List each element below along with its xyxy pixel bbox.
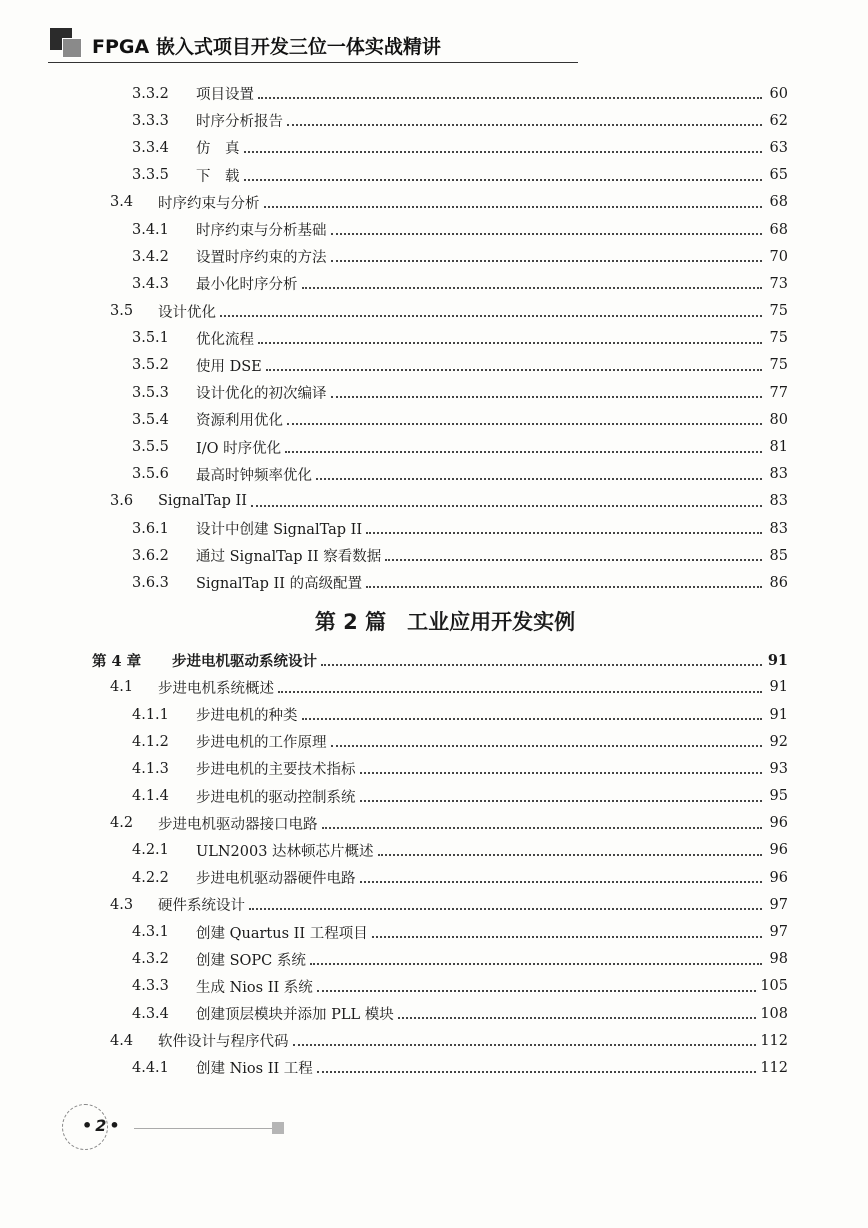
toc-entry-page: 75 [769, 357, 788, 374]
dot-leader [372, 935, 762, 938]
dot-leader [331, 395, 763, 398]
dot-leader [293, 1043, 757, 1046]
toc-subsection-entry [92, 352, 788, 379]
toc-section-entry [92, 189, 788, 216]
toc-entry-title: ULN2003 达林顿芯片概述 [196, 843, 374, 860]
toc-entry-number: 4.3.3 [132, 978, 169, 995]
toc-entry-page: 83 [769, 493, 788, 510]
toc-entry-page: 77 [769, 384, 788, 401]
toc-entry-page: 81 [769, 439, 788, 456]
toc-entry-title: 软件设计与程序代码 [158, 1034, 289, 1051]
dot-leader [310, 962, 762, 965]
toc-entry-page: 86 [769, 574, 788, 591]
toc-entry-number: 4.1.1 [132, 706, 169, 723]
toc-entry-number: 4.1.2 [132, 733, 169, 750]
toc-entry-page: 112 [760, 1059, 788, 1076]
toc-entry-number: 4.4.1 [132, 1059, 169, 1076]
toc-entry-number: 4.2 [110, 815, 134, 832]
toc-section-entry [92, 1027, 788, 1054]
toc-section-entry [92, 891, 788, 918]
toc-subsection-entry [92, 461, 788, 488]
toc-entry-number: 4.3.1 [132, 924, 169, 941]
toc-entry-title: 硬件系统设计 [158, 898, 245, 915]
toc-entry-title: 设计优化的初次编译 [196, 386, 327, 403]
dot-leader [366, 585, 762, 588]
dot-leader [360, 880, 763, 883]
toc-subsection-entry [92, 270, 788, 297]
toc-entry-title: 步进电机的主要技术指标 [196, 762, 356, 779]
toc-entry-number: 3.6.1 [132, 520, 169, 537]
toc-subsection-entry [92, 783, 788, 810]
part-heading: 第 2 篇 工业应用开发实例 [314, 609, 576, 634]
dot-leader [244, 150, 763, 153]
toc-entry-title: 资源利用优化 [196, 413, 283, 430]
toc-entry-page: 63 [769, 139, 788, 156]
dot-leader [287, 123, 762, 126]
toc-entry-page: 91 [769, 706, 788, 723]
dot-leader [287, 422, 762, 425]
toc-entry-page: 97 [769, 896, 788, 913]
toc-entry-title: 时序分析报告 [196, 114, 283, 131]
dot-leader [331, 744, 763, 747]
dot-leader [249, 907, 762, 910]
toc-entry-page: 83 [769, 520, 788, 537]
toc-entry-title: 步进电机驱动器接口电路 [158, 816, 318, 833]
toc-entry-title: 步进电机的驱动控制系统 [196, 789, 356, 806]
toc-entry-number: 3.4.2 [132, 248, 169, 265]
toc-entry-page: 92 [769, 733, 788, 750]
toc-entry-page: 108 [760, 1005, 788, 1022]
dot-leader [302, 717, 763, 720]
toc-entry-title: 生成 Nios II 系统 [196, 979, 313, 996]
toc-subsection-entry [92, 433, 788, 460]
toc-subsection-entry [92, 379, 788, 406]
dot-leader [258, 96, 762, 99]
toc-entry-page: 85 [769, 547, 788, 564]
dot-leader [258, 341, 762, 344]
toc-subsection-entry [92, 946, 788, 973]
toc-entry-title: 下 载 [196, 168, 240, 185]
dot-leader [331, 232, 763, 235]
toc-entry-number: 4.3.2 [132, 951, 169, 968]
toc-entry-title: 通过 SignalTap II 察看数据 [196, 549, 382, 566]
toc-subsection-entry [92, 569, 788, 596]
header-logo-squares-icon [48, 26, 82, 60]
toc-subsection-entry [92, 134, 788, 161]
dot-leader [302, 286, 763, 289]
toc-entry-number: 4.4 [110, 1032, 134, 1049]
toc-entry-number: 3.3.2 [132, 85, 169, 102]
toc-entry-page: 93 [769, 760, 788, 777]
toc-entry-page: 70 [769, 248, 788, 265]
toc-entry-page: 62 [769, 112, 788, 129]
toc-entry-page: 91 [767, 651, 788, 669]
toc-entry-number: 4.1.4 [132, 788, 169, 805]
toc-entry-page: 75 [769, 303, 788, 320]
dot-leader [251, 504, 762, 507]
page-footer [62, 1102, 302, 1152]
table-of-contents [92, 80, 788, 1082]
dot-leader [316, 477, 762, 480]
toc-entry-number: 4.2.1 [132, 842, 169, 859]
toc-subsection-entry [92, 701, 788, 728]
toc-block-chapter-4 [92, 647, 788, 1082]
dot-leader [244, 178, 763, 181]
toc-entry-number: 3.3.3 [132, 112, 169, 129]
toc-entry-title: 创建 Quartus II 工程项目 [196, 925, 368, 942]
dot-leader [220, 314, 762, 317]
toc-entry-number: 3.5 [110, 303, 134, 320]
toc-chapter-entry [92, 647, 788, 674]
dot-leader [366, 531, 762, 534]
toc-entry-title: 步进电机的工作原理 [196, 735, 327, 752]
dot-leader [264, 205, 763, 208]
footer-rule [134, 1128, 274, 1129]
toc-entry-title: 创建 Nios II 工程 [196, 1061, 313, 1078]
toc-entry-page: 80 [769, 411, 788, 428]
dot-leader [322, 826, 763, 829]
footer-ornament-icon [272, 1122, 284, 1134]
toc-entry-page: 96 [769, 815, 788, 832]
toc-entry-number: 4.1.3 [132, 760, 169, 777]
toc-entry-number: 3.6 [110, 493, 134, 510]
toc-entry-page: 95 [769, 788, 788, 805]
toc-entry-title: 最小化时序分析 [196, 277, 298, 294]
dot-leader [398, 1016, 757, 1019]
toc-subsection-entry [92, 864, 788, 891]
toc-entry-title: 步进电机的种类 [196, 708, 298, 725]
toc-entry-title: 使用 DSE [196, 358, 262, 375]
toc-entry-page: 68 [769, 221, 788, 238]
toc-subsection-entry [92, 837, 788, 864]
toc-entry-page: 98 [769, 951, 788, 968]
toc-entry-number: 3.6.3 [132, 574, 169, 591]
toc-entry-number: 3.5.1 [132, 330, 169, 347]
running-header [48, 26, 588, 66]
toc-entry-page: 73 [769, 275, 788, 292]
toc-entry-title: 设计中创建 SignalTap II [196, 522, 363, 539]
toc-section-entry [92, 674, 788, 701]
toc-entry-number: 3.3.5 [132, 167, 169, 184]
toc-entry-title: 仿 真 [196, 141, 240, 158]
toc-entry-page: 83 [769, 466, 788, 483]
toc-entry-title: 设置时序约束的方法 [196, 250, 327, 267]
toc-subsection-entry [92, 973, 788, 1000]
toc-entry-number: 3.5.3 [132, 384, 169, 401]
dot-leader [278, 690, 762, 693]
toc-entry-title: 创建顶层模块并添加 PLL 模块 [196, 1007, 394, 1024]
dot-leader [360, 799, 763, 802]
toc-section-entry [92, 488, 788, 515]
dot-leader [317, 1070, 757, 1073]
dot-leader [266, 368, 762, 371]
toc-entry-page: 96 [769, 869, 788, 886]
toc-entry-title: I/O 时序优化 [196, 440, 282, 457]
toc-subsection-entry [92, 542, 788, 569]
book-title: FPGA 嵌入式项目开发三位一体实战精讲 [92, 36, 441, 58]
toc-entry-page: 105 [760, 978, 788, 995]
header-rule [48, 62, 578, 63]
toc-subsection-entry [92, 515, 788, 542]
toc-subsection-entry [92, 728, 788, 755]
toc-entry-number: 4.1 [110, 679, 134, 696]
toc-entry-number: 3.4 [110, 194, 134, 211]
toc-entry-page: 96 [769, 842, 788, 859]
toc-entry-page: 112 [760, 1032, 788, 1049]
toc-block-chapter-3 [92, 80, 788, 597]
toc-entry-title: 设计优化 [158, 304, 216, 321]
toc-entry-title: 项目设置 [196, 87, 254, 104]
dot-leader [285, 450, 762, 453]
dot-leader [317, 989, 757, 992]
toc-entry-number: 3.4.3 [132, 275, 169, 292]
dot-leader [385, 558, 762, 561]
toc-subsection-entry [92, 80, 788, 107]
dot-leader [331, 259, 763, 262]
toc-subsection-entry [92, 755, 788, 782]
toc-entry-title: 优化流程 [196, 331, 254, 348]
toc-subsection-entry [92, 243, 788, 270]
dot-leader [360, 771, 763, 774]
toc-subsection-entry [92, 162, 788, 189]
toc-entry-title: SignalTap II 的高级配置 [196, 576, 363, 593]
toc-subsection-entry [92, 1000, 788, 1027]
dot-leader [378, 853, 762, 856]
toc-section-entry [92, 298, 788, 325]
toc-entry-number: 4.3 [110, 896, 134, 913]
toc-subsection-entry [92, 406, 788, 433]
toc-entry-page: 75 [769, 330, 788, 347]
toc-subsection-entry [92, 107, 788, 134]
toc-entry-number: 3.6.2 [132, 547, 169, 564]
toc-entry-title: 创建 SOPC 系统 [196, 952, 306, 969]
toc-entry-title: 步进电机系统概述 [158, 680, 274, 697]
toc-entry-number: 3.5.4 [132, 411, 169, 428]
toc-entry-number: 第 4 章 [92, 652, 142, 670]
toc-entry-page: 97 [769, 924, 788, 941]
toc-entry-title: 步进电机驱动系统设计 [172, 652, 317, 670]
toc-subsection-entry [92, 325, 788, 352]
toc-entry-title: SignalTap II [158, 493, 248, 510]
toc-section-entry [92, 810, 788, 837]
toc-subsection-entry [92, 216, 788, 243]
toc-entry-title: 最高时钟频率优化 [196, 467, 312, 484]
toc-entry-number: 3.5.2 [132, 357, 169, 374]
toc-entry-page: 68 [769, 194, 788, 211]
toc-entry-number: 3.5.5 [132, 439, 169, 456]
dot-leader [321, 663, 762, 666]
toc-entry-title: 时序约束与分析 [158, 195, 260, 212]
toc-entry-number: 4.2.2 [132, 869, 169, 886]
toc-entry-number: 3.3.4 [132, 139, 169, 156]
toc-subsection-entry [92, 1054, 788, 1081]
page-number: • 2 • [82, 1116, 120, 1135]
toc-entry-page: 91 [769, 679, 788, 696]
toc-entry-number: 3.4.1 [132, 221, 169, 238]
toc-subsection-entry [92, 918, 788, 945]
toc-entry-title: 时序约束与分析基础 [196, 223, 327, 240]
toc-entry-number: 3.5.6 [132, 466, 169, 483]
toc-entry-page: 60 [769, 85, 788, 102]
toc-entry-page: 65 [769, 167, 788, 184]
toc-entry-number: 4.3.4 [132, 1005, 169, 1022]
toc-entry-title: 步进电机驱动器硬件电路 [196, 871, 356, 888]
